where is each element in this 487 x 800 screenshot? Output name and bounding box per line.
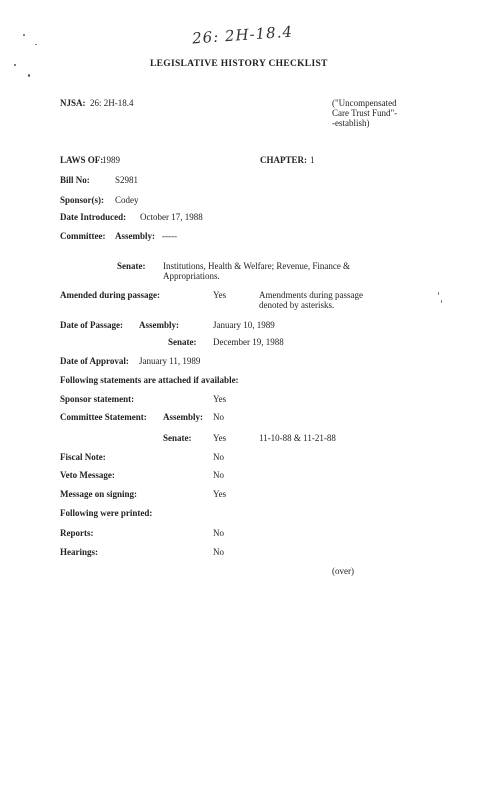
fiscal-note-value: No xyxy=(213,452,224,462)
sponsor-statement-value: Yes xyxy=(213,394,227,404)
committee-label: Committee: xyxy=(60,231,106,241)
printed-header: Following were printed: xyxy=(60,508,153,518)
scan-speck xyxy=(35,44,37,45)
bill-no-value: S2981 xyxy=(115,175,139,185)
amended-note-line-2: denoted by asterisks. xyxy=(259,300,335,310)
njsa-label: NJSA: xyxy=(60,98,86,108)
scan-speck xyxy=(14,64,16,66)
over-note: (over) xyxy=(332,566,354,576)
message-on-signing-value: Yes xyxy=(213,489,227,499)
committee-assembly-label: Assembly: xyxy=(115,231,155,241)
njsa-value: 26: 2H-18.4 xyxy=(90,98,134,108)
bill-no-label: Bill No: xyxy=(60,175,90,185)
date-introduced-value: October 17, 1988 xyxy=(140,212,203,222)
laws-of-label: LAWS OF: xyxy=(60,155,104,165)
date-introduced-label: Date Introduced: xyxy=(60,212,127,222)
committee-statement-label: Committee Statement: xyxy=(60,412,147,422)
subject-line-2: Care Trust Fund"- xyxy=(332,108,398,118)
sponsor-statement-label: Sponsor statement: xyxy=(60,394,135,404)
date-of-approval-label: Date of Approval: xyxy=(60,356,129,366)
date-of-approval-value: January 11, 1989 xyxy=(139,356,201,366)
amended-label: Amended during passage: xyxy=(60,290,161,300)
passage-senate-label: Senate: xyxy=(168,337,197,347)
reports-value: No xyxy=(213,528,224,538)
committee-statement-assembly-value: No xyxy=(213,412,224,422)
scan-speck xyxy=(438,292,439,295)
chapter-label: CHAPTER: xyxy=(260,155,307,165)
sponsors-value: Codey xyxy=(115,195,139,205)
committee-statement-senate-label: Senate: xyxy=(163,433,192,443)
committee-senate-line-2: Appropriations. xyxy=(163,271,220,281)
hearings-label: Hearings: xyxy=(60,547,98,557)
subject-line-1: ("Uncompensated xyxy=(332,98,397,108)
statements-header: Following statements are attached if available: xyxy=(60,375,239,385)
reports-label: Reports: xyxy=(60,528,94,538)
passage-assembly-value: January 10, 1989 xyxy=(213,320,275,330)
committee-assembly-value: ----- xyxy=(162,231,177,241)
passage-assembly-label: Assembly: xyxy=(139,320,179,330)
page-title: LEGISLATIVE HISTORY CHECKLIST xyxy=(150,59,328,69)
scan-speck xyxy=(28,74,30,77)
sponsors-label: Sponsor(s): xyxy=(60,195,105,205)
committee-statement-assembly-label: Assembly: xyxy=(163,412,203,422)
fiscal-note-label: Fiscal Note: xyxy=(60,452,106,462)
committee-statement-senate-dates: 11-10-88 & 11-21-88 xyxy=(259,433,336,443)
date-of-passage-label: Date of Passage: xyxy=(60,320,123,330)
committee-senate-label: Senate: xyxy=(117,261,146,271)
laws-of-value: 1989 xyxy=(102,155,120,165)
subject-line-3: -establish) xyxy=(332,118,370,128)
passage-senate-value: December 19, 1988 xyxy=(213,337,284,347)
veto-message-value: No xyxy=(213,470,224,480)
committee-statement-senate-value: Yes xyxy=(213,433,227,443)
veto-message-label: Veto Message: xyxy=(60,470,115,480)
message-on-signing-label: Message on signing: xyxy=(60,489,138,499)
scan-speck xyxy=(23,34,25,36)
amended-note-line-1: Amendments during passage xyxy=(259,290,363,300)
committee-senate-line-1: Institutions, Health & Welfare; Revenue, Finance & xyxy=(163,261,351,271)
handwritten-reference: 26: 2H-18.4 xyxy=(191,22,294,48)
hearings-value: No xyxy=(213,547,224,557)
scan-speck xyxy=(441,300,442,303)
chapter-value: 1 xyxy=(310,155,315,165)
amended-value: Yes xyxy=(213,290,227,300)
